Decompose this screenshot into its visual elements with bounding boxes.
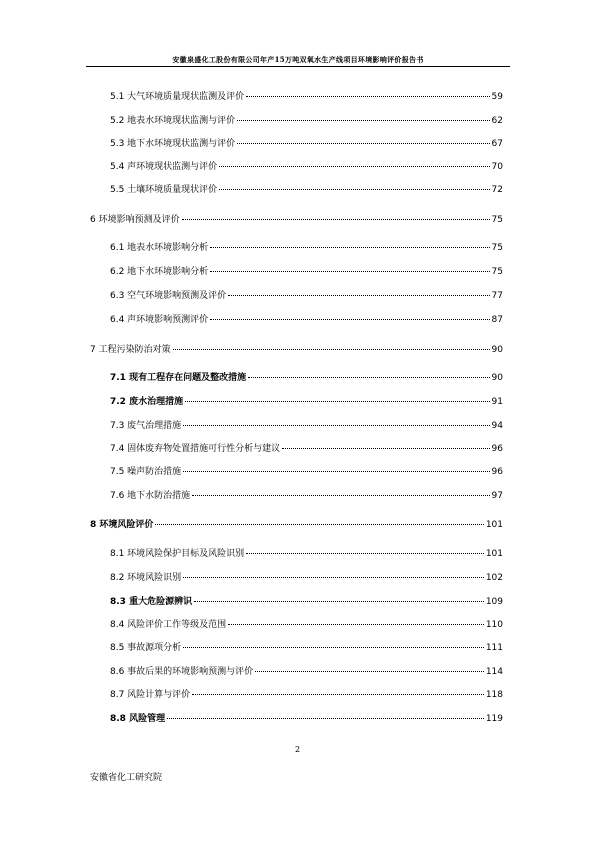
toc-entry[interactable] — [110, 138, 503, 150]
dot-leader — [192, 495, 489, 496]
running-header: 安徽泉盛化工股份有限公司年产15万吨双氧水生产线项目环境影响评价报告书 — [172, 55, 424, 64]
toc-entry[interactable] — [110, 619, 503, 631]
toc-entry[interactable] — [110, 115, 503, 127]
toc-entry-title: 8.8 风险管理 — [110, 714, 166, 724]
toc-entry[interactable] — [110, 161, 503, 173]
toc-entry-page: 59 — [491, 92, 503, 102]
dot-leader — [173, 349, 490, 350]
toc-entry-page: 114 — [485, 667, 503, 677]
header-divider — [86, 66, 510, 67]
toc-entry-title: 6.3 空气环境影响预测及评价 — [110, 291, 227, 301]
toc-entry-page: 67 — [491, 139, 503, 149]
page-number: 2 — [294, 745, 301, 754]
toc-entry-page: 97 — [491, 491, 503, 501]
dot-leader — [210, 271, 489, 272]
toc-entry-title: 5.5 土壤环境质量现状评价 — [110, 185, 218, 195]
toc-entry-title: 8.1 环境风险保护目标及风险识别 — [110, 549, 245, 559]
toc-entry-title: 7.1 现有工程存在问题及整改措施 — [110, 373, 247, 383]
toc-entry-title: 6.1 地表水环境影响分析 — [110, 243, 209, 253]
dot-leader — [255, 671, 484, 672]
toc-entry-title: 5.4 声环境现状监测与评价 — [110, 162, 218, 172]
toc-entry[interactable] — [110, 396, 503, 408]
toc-entry-title: 7.6 地下水防治措施 — [110, 491, 191, 501]
dot-leader — [192, 694, 484, 695]
toc-entry-title: 7.3 废气治理措施 — [110, 421, 182, 431]
toc-entry-page: 101 — [485, 549, 503, 559]
dot-leader — [155, 524, 483, 525]
dot-leader — [210, 319, 489, 320]
toc-entry[interactable] — [110, 443, 503, 455]
toc-entry-page: 94 — [491, 421, 503, 431]
dot-leader — [237, 120, 489, 121]
dot-leader — [219, 189, 489, 190]
toc-entry[interactable] — [110, 314, 503, 326]
toc-entry[interactable] — [110, 666, 503, 678]
dot-leader — [183, 471, 489, 472]
toc-entry[interactable] — [110, 372, 503, 384]
toc-entry-page: 62 — [491, 116, 503, 126]
toc-entry-page: 109 — [485, 597, 503, 607]
toc-entry-title: 6.2 地下水环境影响分析 — [110, 267, 209, 277]
dot-leader — [219, 166, 489, 167]
toc-entry-page: 70 — [491, 162, 503, 172]
dot-leader — [237, 143, 489, 144]
dot-leader — [210, 247, 489, 248]
dot-leader — [167, 718, 484, 719]
toc-chapter[interactable] — [90, 214, 503, 226]
toc-entry[interactable] — [110, 596, 503, 608]
toc-entry[interactable] — [110, 466, 503, 478]
toc-entry-page: 87 — [491, 315, 503, 325]
toc-entry[interactable] — [110, 91, 503, 103]
toc-entry[interactable] — [110, 290, 503, 302]
footer-organization: 安徽省化工研究院 — [90, 773, 163, 783]
toc-entry-page: 119 — [485, 714, 503, 724]
toc-entry[interactable] — [110, 184, 503, 196]
toc-entry-title: 8.6 事故后果的环境影响预测与评价 — [110, 667, 254, 677]
toc-entry[interactable] — [110, 420, 503, 432]
toc-entry-page: 77 — [491, 291, 503, 301]
dot-leader — [182, 219, 490, 220]
toc-entry-page: 90 — [491, 373, 503, 383]
toc-entry-page: 90 — [491, 345, 503, 355]
toc-entry-title: 6 环境影响预测及评价 — [90, 215, 180, 225]
toc-entry-page: 96 — [491, 467, 503, 477]
toc-entry-page: 101 — [485, 520, 503, 530]
toc-entry[interactable] — [110, 689, 503, 701]
dot-leader — [194, 601, 484, 602]
toc-entry-page: 102 — [485, 573, 503, 583]
toc-entry[interactable] — [110, 572, 503, 584]
toc-entry-page: 72 — [491, 185, 503, 195]
toc-entry[interactable] — [110, 266, 503, 278]
toc-entry[interactable] — [110, 713, 503, 725]
toc-entry-page: 75 — [491, 215, 503, 225]
toc-chapter[interactable] — [90, 519, 503, 531]
toc-entry-title: 5.1 大气环境质量现状监测及评价 — [110, 92, 245, 102]
toc-entry-title: 8.2 环境风险识别 — [110, 573, 182, 583]
toc-entry-title: 8.3 重大危险源辨识 — [110, 597, 193, 607]
toc-entry-page: 110 — [485, 620, 503, 630]
toc-entry-page: 75 — [491, 267, 503, 277]
toc-entry[interactable] — [110, 548, 503, 560]
dot-leader — [183, 577, 484, 578]
dot-leader — [248, 377, 489, 378]
toc-entry-page: 111 — [485, 643, 503, 653]
dot-leader — [183, 425, 489, 426]
toc-entry-page: 118 — [485, 690, 503, 700]
dot-leader — [228, 624, 484, 625]
toc-entry-title: 5.3 地下水环境现状监测与评价 — [110, 139, 236, 149]
toc-entry-title: 8.5 事故源项分析 — [110, 643, 182, 653]
toc-entry-title: 8.4 风险评价工作等级及范围 — [110, 620, 227, 630]
toc-entry-title: 5.2 地表水环境现状监测与评价 — [110, 116, 236, 126]
toc-entry-title: 8.7 风险计算与评价 — [110, 690, 191, 700]
dot-leader — [282, 448, 489, 449]
toc-entry-title: 6.4 声环境影响预测评价 — [110, 315, 209, 325]
toc-entry-title: 7.2 废水治理措施 — [110, 397, 184, 407]
toc-chapter[interactable] — [90, 344, 503, 356]
toc-entry-page: 91 — [491, 397, 503, 407]
toc-entry-title: 7.5 噪声防治措施 — [110, 467, 182, 477]
toc-entry-page: 96 — [491, 444, 503, 454]
toc-entry-title: 7.4 固体废弃物处置措施可行性分析与建议 — [110, 444, 281, 454]
toc-entry[interactable] — [110, 242, 503, 254]
dot-leader — [228, 295, 489, 296]
dot-leader — [185, 401, 489, 402]
toc-entry-title: 7 工程污染防治对策 — [90, 345, 171, 355]
toc-entry-page: 75 — [491, 243, 503, 253]
toc-entry-title: 8 环境风险评价 — [90, 520, 154, 530]
dot-leader — [183, 647, 484, 648]
toc-entry[interactable] — [110, 642, 503, 654]
dot-leader — [246, 96, 489, 97]
toc-entry[interactable] — [110, 490, 503, 502]
dot-leader — [246, 553, 484, 554]
